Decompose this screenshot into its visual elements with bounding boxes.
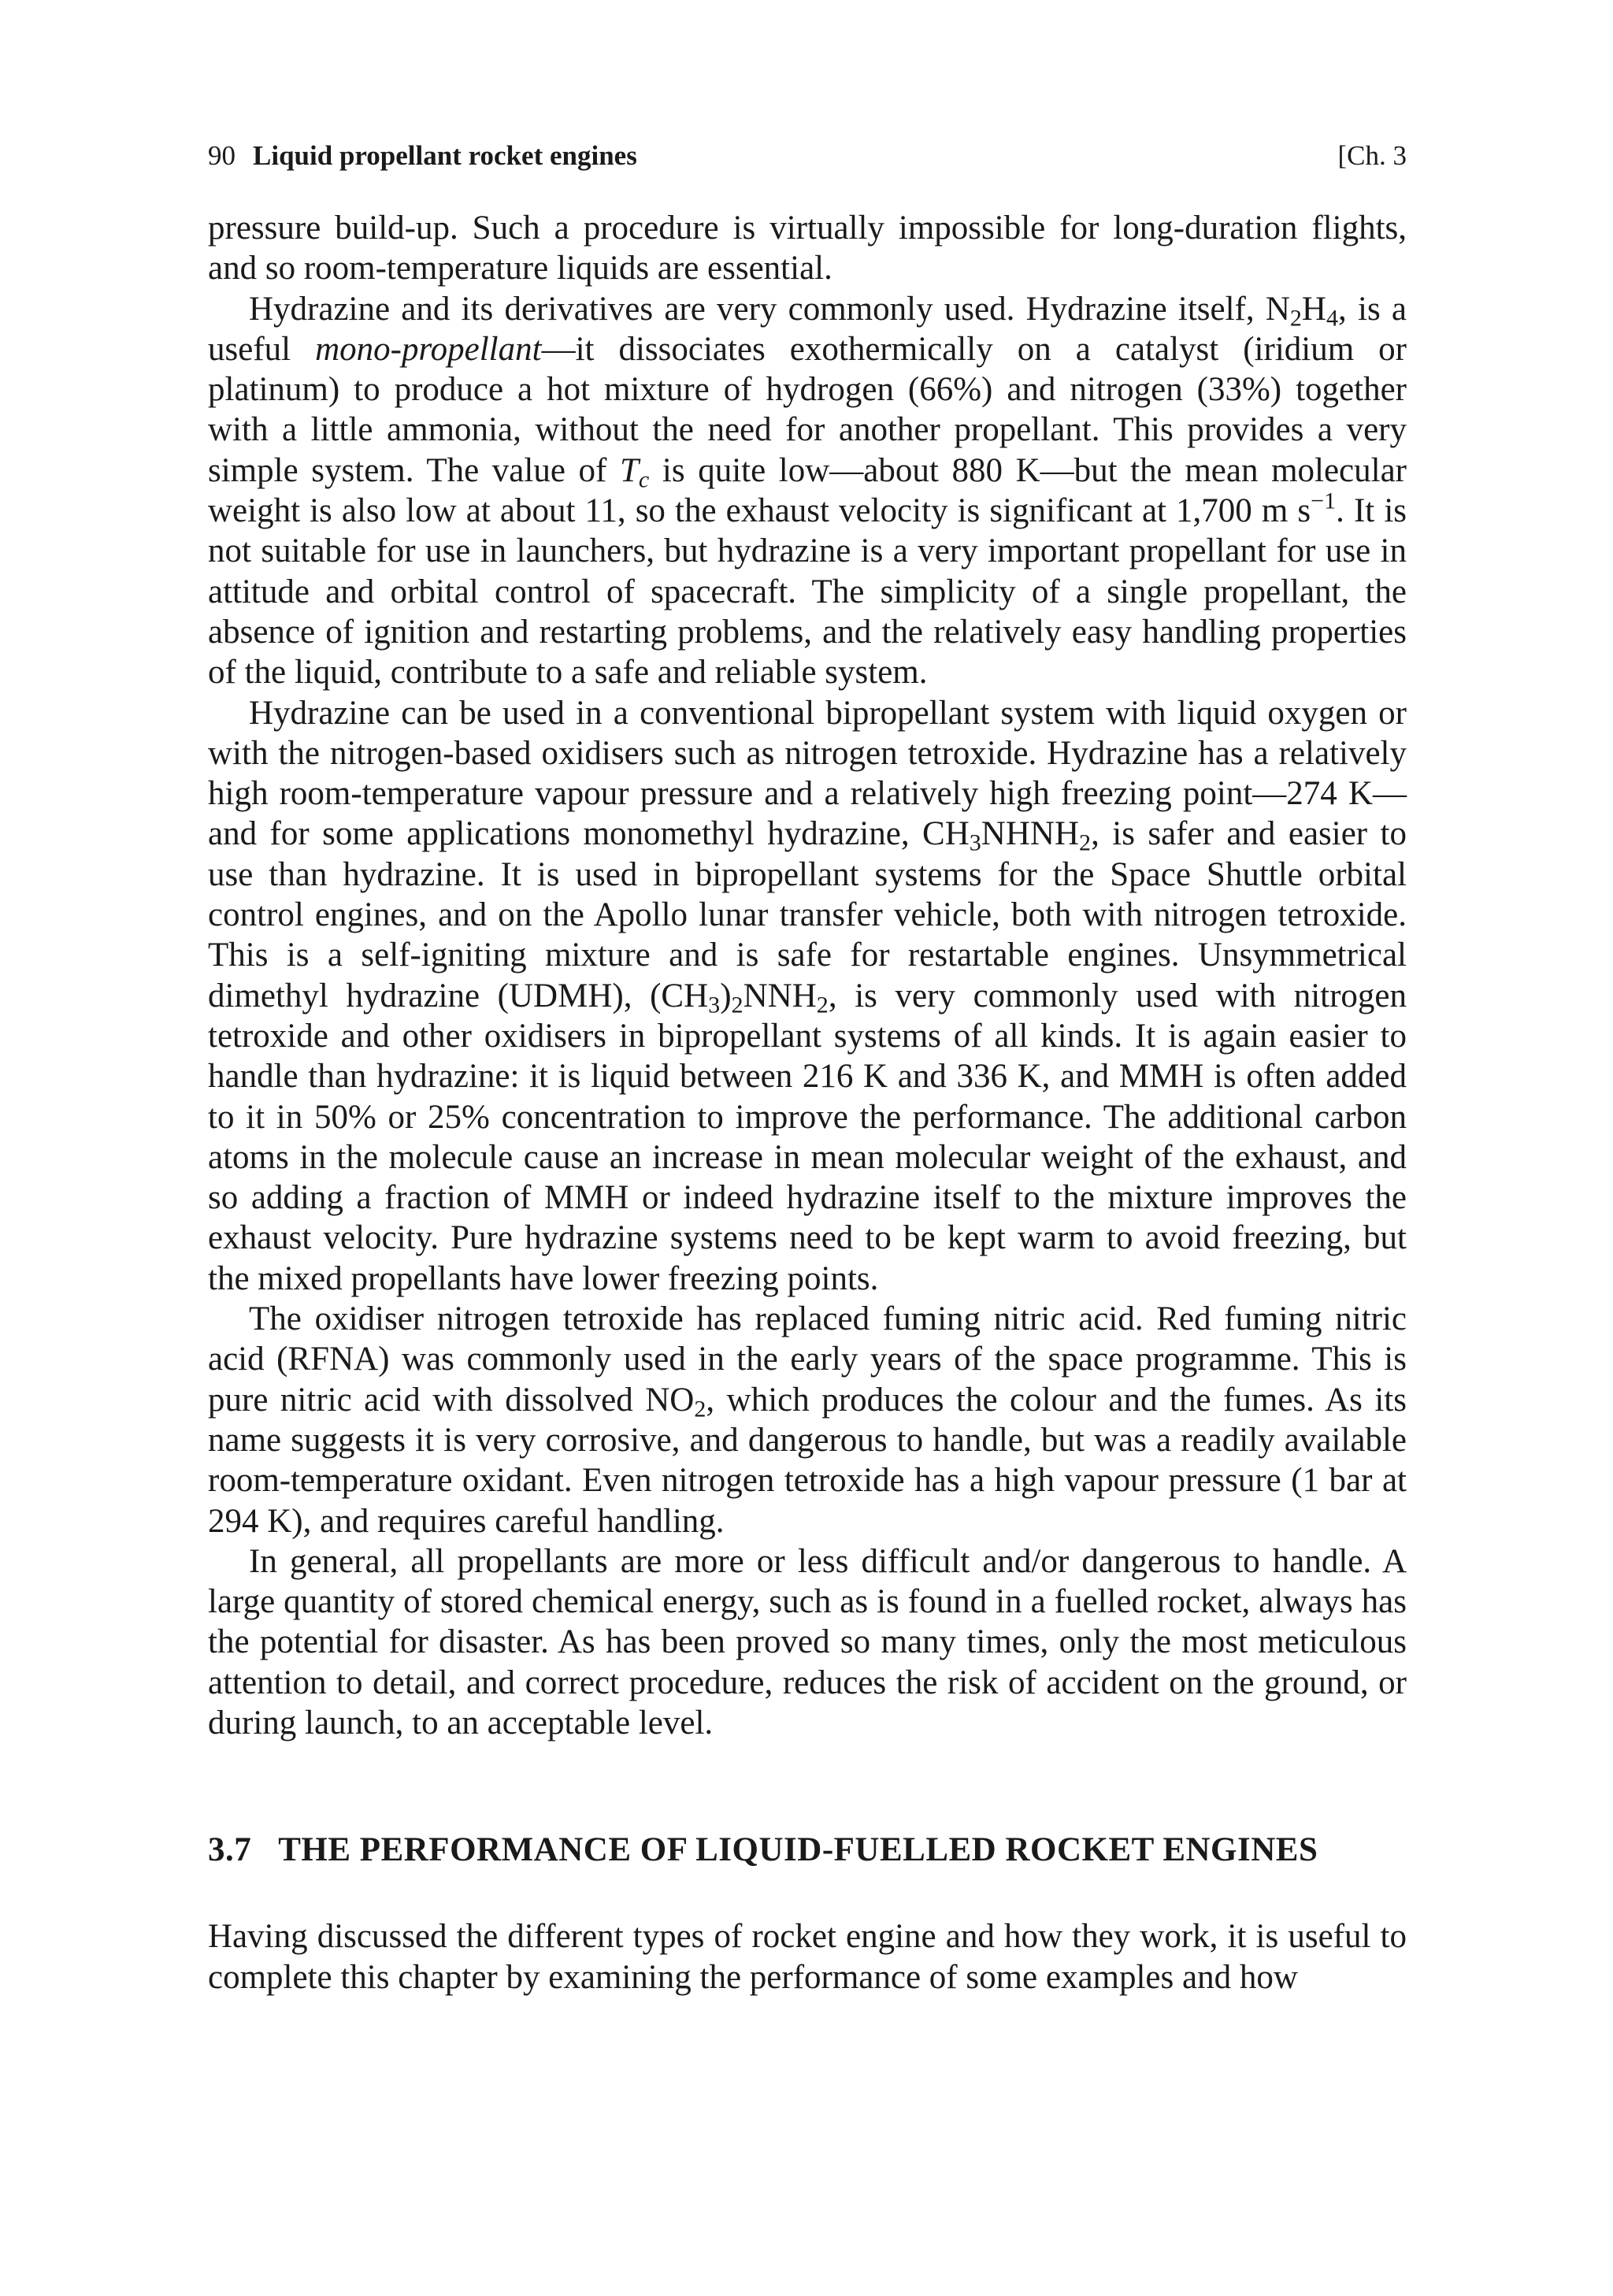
main-text [208,208,1407,1743]
text-run: 2 [1079,829,1092,856]
section-title: THE PERFORMANCE OF LIQUID-FUELLED ROCKET ENGINES [278,1831,1318,1869]
text-run: ) [720,977,732,1014]
text-run: is quite low—about 880 K—but the mean molecular weight is also low at about 11, so the exhaust velocity is significant at 1,700 m s [208,451,1407,530]
running-head [208,139,1407,173]
paragraph [208,208,1407,289]
text-run: −1 [1311,487,1337,514]
text-run: NNH [743,977,817,1014]
text-run: In general, all propellants are more or less difficult and/or dangerous to handle. A large quantity of stored chemical energy, such as is found in a fuelled rocket, always has the potential for disaster. As has been proved so many times, only the most meticulous attention to detail, and correct procedure, reduces the risk of accident on the ground, or during launch, to an acceptable level. [208,1542,1407,1741]
text-run: 2 [1289,304,1302,332]
text-run: . It is not suitable for use in launchers, but hydrazine is a very important propellant for use in attitude and orbital control of spacecraft. The simplicity of a single propellant, the absence of ignition and restarting problems, and the relatively easy handling properties of the liquid, contribute to a safe and reliable system. [208,492,1407,692]
book-section-title: Liquid propellant rocket engines [253,140,637,171]
text-run: , is very commonly used with nitrogen tetroxide and other oxidisers in bipropellant systems of all kinds. It is again easier to handle than hydrazine: it is liquid between 216 K and 336 K, and MMH is often added to it in 50% or 25% concentration to improve the performance. The additional carbon atoms in the molecule cause an increase in mean molecular weight of the exhaust, and so adding a fraction of MMH or indeed hydrazine itself to the mixture improves the exhaust velocity. Pure hydrazine systems need to be kept warm to avoid freezing, but the mixed propellants have lower freezing points. [208,977,1407,1297]
text-run: T [619,451,639,489]
paragraph [208,1916,1407,1997]
text-run: H [1301,290,1326,328]
text-run: Hydrazine and its derivatives are very commonly used. Hydrazine itself, N [249,290,1290,328]
text-run: pressure build-up. Such a procedure is virtually impossible for long-duration flights, and so room-temperature liquids are essential. [208,210,1407,287]
page [208,139,1407,1997]
text-run: Hydrazine can be used in a conventional bipropellant system with liquid oxygen or with the nitrogen-based oxidisers such as nitrogen tetroxide. Hydrazine has a relatively high room-temperature vapour pressure and a relatively high freezing point—274 K—and for some applications monomethyl hydrazine, CH [208,694,1407,853]
text-run: , which produces the colour and the fumes. As its name suggests it is very corrosive, and dangerous to handle, but was a readily available room-temperature oxidant. Even nitrogen tetroxide has a high vapour pressure (1 bar at 294 K), and requires careful handling. [208,1381,1407,1540]
paragraph [208,289,1407,693]
page-number: 90 [208,140,235,171]
text-run: 3 [969,829,981,856]
text-run: —it dissociates exothermically on a catalyst (iridium or platinum) to produce a hot mixture of hydrogen (66%) and nitrogen (33%) together with a little ammonia, without the need for another propellant. This provides a very simple system. The value of [208,330,1407,489]
text-run: c [638,466,650,493]
paragraph [208,1541,1407,1743]
section-number: 3.7 [208,1831,252,1869]
text-run: Having discussed the different types of rocket engine and how they work, it is useful to complete this chapter by examining the performance of some examples and how [208,1918,1407,1996]
running-head-left [208,139,637,173]
section-heading [208,1830,1407,1870]
text-run: 4 [1326,304,1339,332]
text-run: 2 [816,991,829,1018]
paragraph [208,693,1407,1299]
text-run: The oxidiser nitrogen tetroxide has replaced fuming nitric acid. Red fuming nitric acid (RFNA) was commonly used in the early years of the space programme. This is pure nitric acid with dissolved NO [208,1300,1407,1419]
text-run: 2 [731,991,743,1018]
text-run: NHNH [981,815,1080,853]
text-run: , is a useful [208,290,1407,368]
text-run: 3 [708,991,721,1018]
chapter-label: [Ch. 3 [1337,140,1407,171]
paragraph [208,1299,1407,1541]
text-run: , is safer and easier to use than hydrazine. It is used in bipropellant systems for the Space Shuttle orbital control engines, and on the Apollo lunar transfer vehicle, both with nitrogen tetroxide. This is a self-igniting mixture and is safe for restartable engines. Unsymmetrical dimethyl hydrazine (UDMH), (CH [208,815,1407,1014]
text-run: mono-propellant [315,330,542,368]
section-text [208,1916,1407,1997]
text-run: 2 [694,1395,706,1422]
